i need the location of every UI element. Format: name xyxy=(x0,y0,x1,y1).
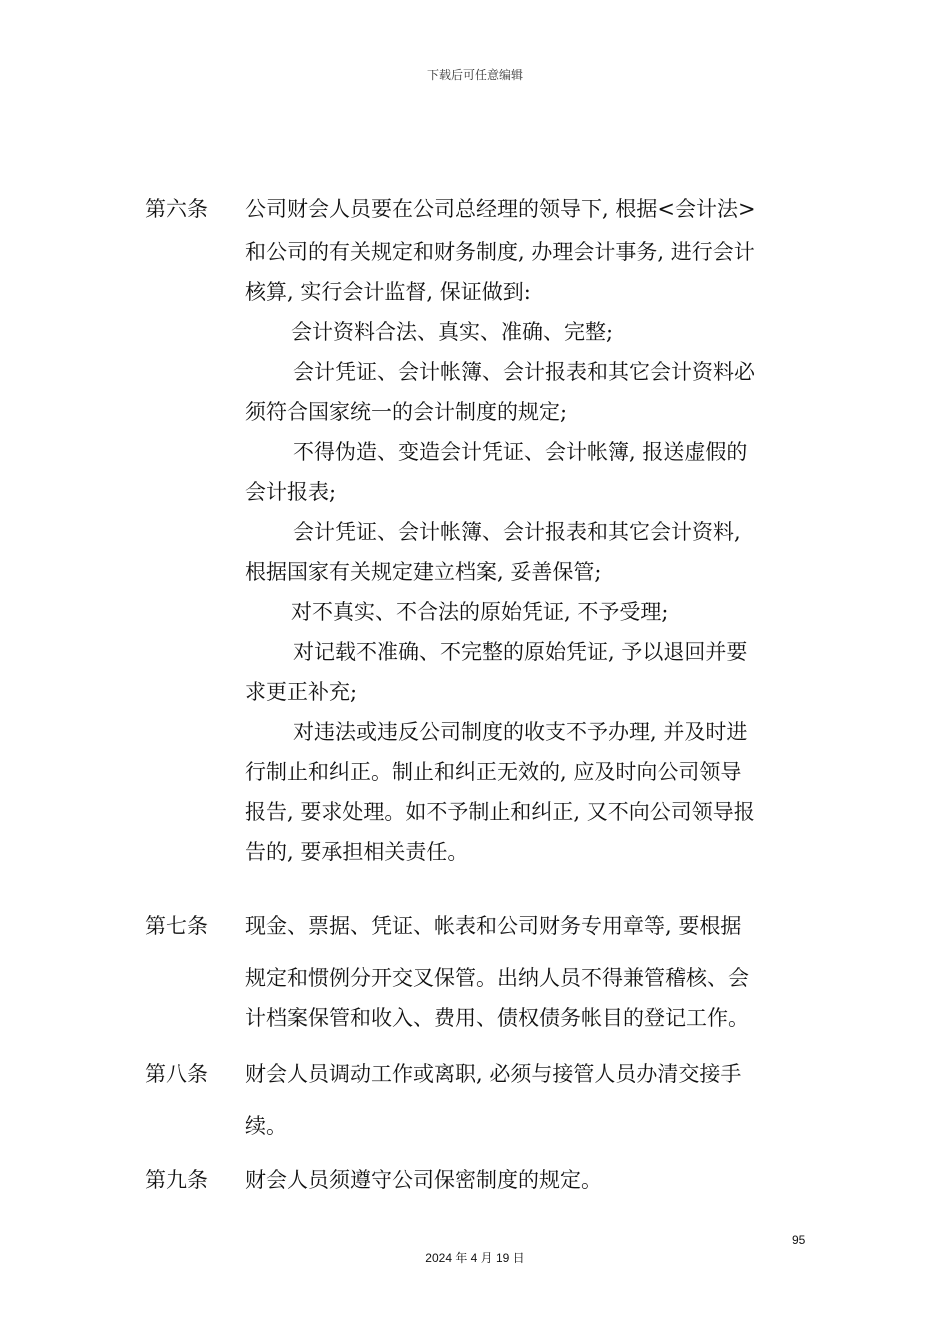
text-line: 规定和惯例分开交叉保管。出纳人员不得兼管稽核、会 xyxy=(245,966,749,990)
text-line: 不得伪造、变造会计凭证、会计帐簿, 报送虚假的 xyxy=(293,440,748,464)
footer-date: 2024 年 4 月 19 日 xyxy=(425,1251,525,1265)
text-line: 会计资料合法、真实、准确、完整; xyxy=(291,320,614,344)
article-label: 第八条 xyxy=(145,1062,208,1086)
text-line: 财会人员调动工作或离职, 必须与接管人员办清交接手 xyxy=(245,1062,742,1086)
text-line: 续。 xyxy=(245,1114,287,1138)
article-label: 第七条 xyxy=(145,914,208,938)
article-body xyxy=(245,1054,810,1146)
article-label: 第九条 xyxy=(145,1168,208,1192)
article-body xyxy=(245,1160,810,1200)
text-line: 和公司的有关规定和财务制度, 办理会计事务, 进行会计 xyxy=(245,240,755,264)
article-label: 第六条 xyxy=(145,197,208,221)
text-line: 行制止和纠正。制止和纠正无效的, 应及时向公司领导 xyxy=(245,760,742,784)
text-line: 现金、票据、凭证、帐表和公司财务专用章等, 要根据 xyxy=(245,914,742,938)
text-line: 会计凭证、会计帐簿、会计报表和其它会计资料, xyxy=(293,520,741,544)
text-line: 计档案保管和收入、费用、债权债务帐目的登记工作。 xyxy=(245,1006,749,1030)
text-line: 会计报表; xyxy=(245,480,337,504)
text-line: 公司财会人员要在公司总经理的领导下, 根据<会计法> xyxy=(245,197,756,221)
text-line: 须符合国家统一的会计制度的规定; xyxy=(245,400,568,424)
text-line: 财会人员须遵守公司保密制度的规定。 xyxy=(245,1168,602,1192)
text-line: 会计凭证、会计帐簿、会计报表和其它会计资料必 xyxy=(293,360,755,384)
text-line: 报告, 要求处理。如不予制止和纠正, 又不向公司领导报 xyxy=(245,800,755,824)
text-line: 求更正补充; xyxy=(245,680,358,704)
page-number: 95 xyxy=(792,1233,806,1247)
text-line: 对不真实、不合法的原始凭证, 不予受理; xyxy=(291,600,669,624)
text-line: 核算, 实行会计监督, 保证做到: xyxy=(245,280,531,304)
article-body xyxy=(245,189,810,872)
text-line: 对违法或违反公司制度的收支不予办理, 并及时进 xyxy=(293,720,748,744)
text-line: 根据国家有关规定建立档案, 妥善保管; xyxy=(245,560,602,584)
article-body xyxy=(245,906,810,1038)
page-header: 下载后可任意编辑 xyxy=(426,68,523,82)
text-line: 告的, 要承担相关责任。 xyxy=(245,840,469,864)
text-line: 对记载不准确、不完整的原始凭证, 予以退回并要 xyxy=(293,640,748,664)
